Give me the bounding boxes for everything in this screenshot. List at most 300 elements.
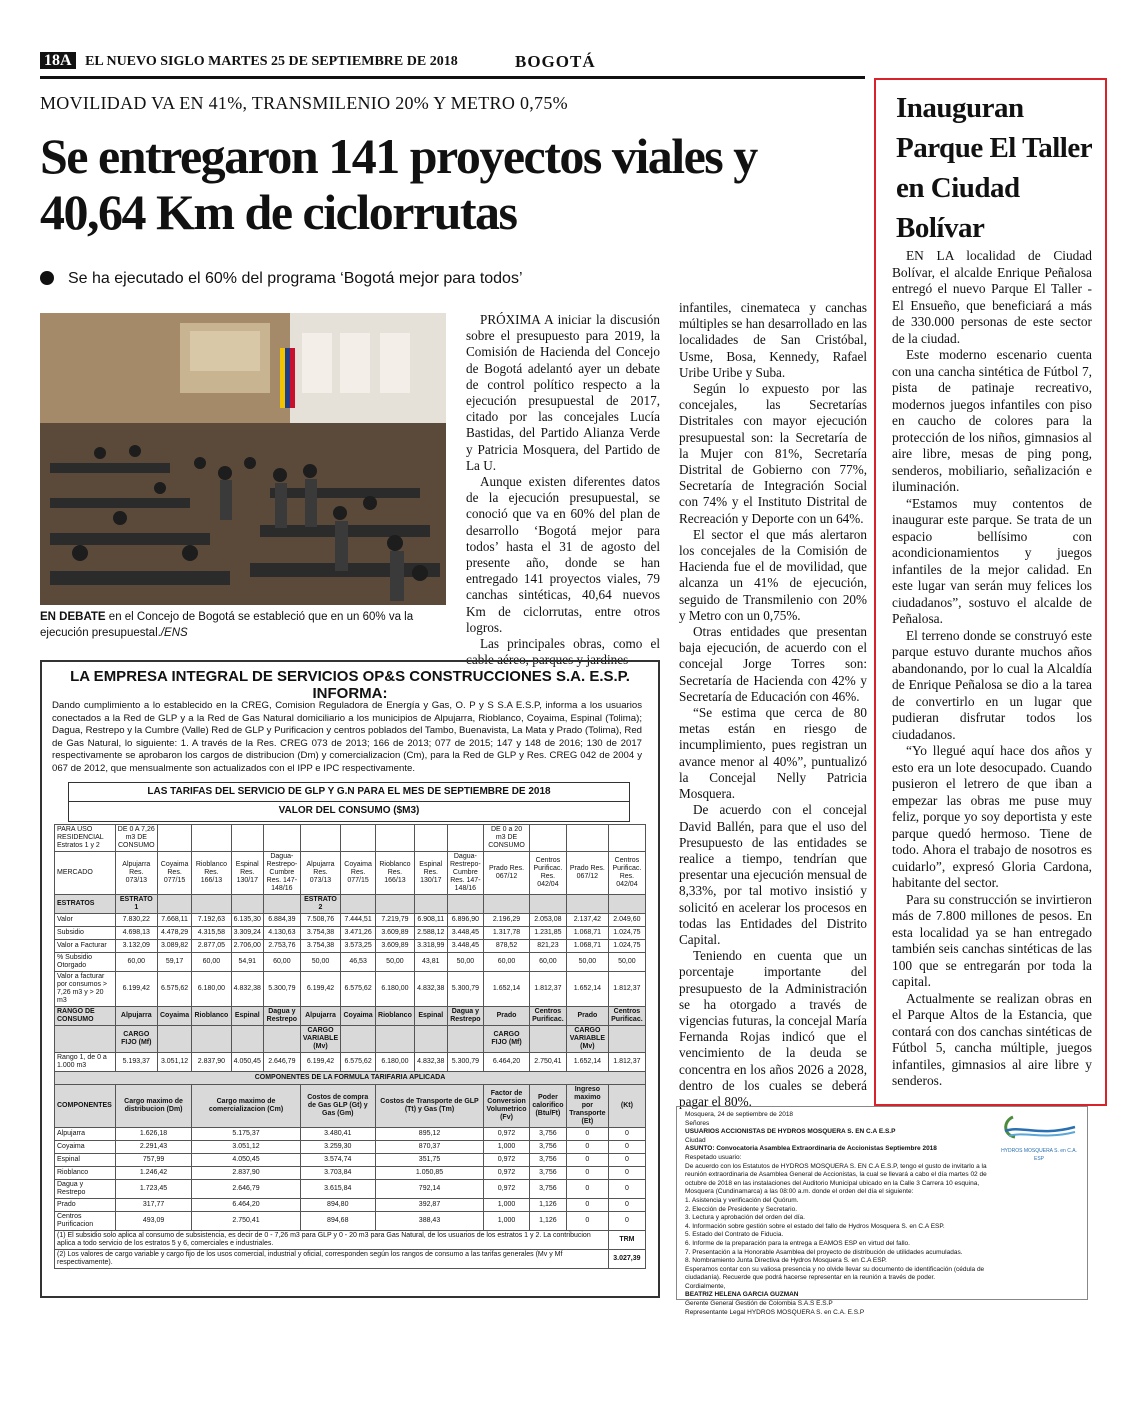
table-cell: 4.130,63	[264, 927, 301, 940]
table-cell: Cargo maximo de comercializacion (Cm)	[192, 1085, 300, 1128]
table-cell: 4.832,38	[415, 972, 448, 1007]
table-cell: 0	[608, 1128, 645, 1141]
table-row	[55, 1250, 646, 1269]
table-cell: 895,12	[375, 1128, 483, 1141]
tariff-band-title: LAS TARIFAS DEL SERVICIO DE GLP Y G.N PARA EL MES DE SEPTIEMBRE DE 2018	[69, 783, 629, 802]
table-cell: 6.199,42	[115, 972, 157, 1007]
table-cell: 2.753,76	[264, 940, 301, 953]
components-title: COMPONENTES DE LA FORMULA TARIFARIA APLICADA	[55, 1072, 646, 1085]
table-cell: 1.246,42	[115, 1167, 192, 1180]
paragraph: El sector el que más alertaron los concejales de la Comisión de Hacienda fue el de movilidad, que alcanza un 41% de ejecución, seguido de Transmilenio con 20% y Metro con un 0,75%.	[679, 526, 867, 623]
notice-date: Mosquera, 24 de septiembre de 2018	[685, 1111, 794, 1118]
table-cell: Coyaima	[55, 1141, 116, 1154]
table-cell: 3.609,89	[375, 940, 414, 953]
table-cell: Costos de Transporte de GLP (Tt) y Gas (Tm)	[375, 1085, 483, 1128]
table-cell: 50,00	[566, 953, 608, 972]
table-cell: Coyaima	[157, 1007, 192, 1026]
notice-greeting: Respetado usuario:	[685, 1153, 742, 1161]
table-cell: Prado Res. 067/12	[484, 852, 530, 895]
table-cell: 2.837,90	[192, 1167, 300, 1180]
table-cell: 1.652,14	[484, 972, 530, 1007]
table-cell: 3,756	[529, 1128, 566, 1141]
table-cell: 6.180,00	[375, 1053, 414, 1072]
table-cell: 54,91	[231, 953, 264, 972]
agenda-item: 7. Presentación a la Honorable Asamblea del proyecto de distribución de utilidades acumuladas.	[685, 1248, 963, 1256]
table-cell: 0	[566, 1141, 608, 1154]
table-cell: 1.812,37	[608, 1053, 645, 1072]
table-cell: 5.300,79	[447, 972, 484, 1007]
photo-caption: EN DEBATE en el Concejo de Bogotá se estableció que en un 60% va la ejecución presupuestal./ENS	[40, 611, 414, 639]
table-cell: 6.884,39	[264, 914, 301, 927]
table-cell: 60,00	[484, 953, 530, 972]
table-cell	[484, 895, 530, 914]
agenda-item: 3. Lectura y aprobación del orden del día.	[685, 1214, 805, 1222]
table-row	[55, 1007, 646, 1026]
table-cell: 392,87	[375, 1199, 483, 1212]
table-cell: Poder calorifico (Btu/Ft)	[529, 1085, 566, 1128]
agenda-item: 5. Estado del Contrato de Fiducia.	[685, 1231, 784, 1239]
table-cell: Coyaima Res. 077/15	[157, 852, 192, 895]
table-cell: 3.574,74	[300, 1154, 375, 1167]
table-cell: 7.444,51	[341, 914, 376, 927]
agenda-item: 2. Elección de Presidente y Secretario.	[685, 1205, 798, 1213]
table-cell: Alpujarra	[55, 1128, 116, 1141]
table-cell: 0	[566, 1199, 608, 1212]
table-cell: Espinal Res. 130/17	[415, 852, 448, 895]
section-title: BOGOTÁ	[515, 52, 596, 71]
table-cell: Centros Purificac.	[608, 1007, 645, 1026]
table-cell	[415, 1026, 448, 1053]
table-cell: 3.615,84	[300, 1180, 375, 1199]
table-cell: 4.698,13	[115, 927, 157, 940]
table-row	[55, 940, 646, 953]
row-header-cell: Valor a Facturar	[55, 940, 116, 953]
table-cell: 5.193,37	[115, 1053, 157, 1072]
row-header-cell: MERCADO	[55, 852, 116, 895]
table-cell: 1.812,37	[608, 972, 645, 1007]
table-cell: 4.478,29	[157, 927, 192, 940]
table-cell: Coyaima	[341, 1007, 376, 1026]
table-cell	[157, 825, 192, 852]
row-header-cell	[55, 1026, 116, 1053]
table-cell: 3.609,89	[375, 927, 414, 940]
photo-illustration	[40, 313, 446, 605]
table-cell: DE 0 a 20 m3 DE CONSUMO	[484, 825, 530, 852]
article-headline: Se entregaron 141 proyectos viales y 40,64 Km de ciclorrutas	[40, 128, 757, 240]
table-cell: 3,756	[529, 1141, 566, 1154]
table-cell: (Kt)	[608, 1085, 645, 1128]
table-cell: 2.706,00	[231, 940, 264, 953]
table-cell: 59,17	[157, 953, 192, 972]
table-cell: 1,000	[484, 1212, 530, 1231]
table-cell	[231, 825, 264, 852]
table-cell: 46,53	[341, 953, 376, 972]
table-cell: 7.192,63	[192, 914, 231, 927]
table-cell: 1,000	[484, 1199, 530, 1212]
page-number: 18A	[40, 52, 76, 69]
table-row	[55, 825, 646, 852]
article-kicker: MOVILIDAD VA EN 41%, TRANSMILENIO 20% Y METRO 0,75%	[40, 93, 568, 113]
agenda-item: 1. Asistencia y verificación del Quórum.	[685, 1196, 799, 1204]
masthead	[40, 50, 865, 79]
table-cell: 43,81	[415, 953, 448, 972]
table-cell: CARGO FIJO (Mf)	[115, 1026, 157, 1053]
table-cell: 1.652,14	[566, 1053, 608, 1072]
council-chamber-photo	[40, 313, 446, 605]
table-cell: 3.051,12	[157, 1053, 192, 1072]
table-cell: 50,00	[447, 953, 484, 972]
table-cell: 493,09	[115, 1212, 192, 1231]
table-cell: 3.259,30	[300, 1141, 375, 1154]
table-cell: Centros Purificac.	[529, 1007, 566, 1026]
bullet-icon	[40, 271, 54, 285]
table-cell	[608, 895, 645, 914]
footnote-2: (2) Los valores de cargo variable y cargo fijo de los usos comercial, industrial y oficial, corresponden según los rangos de consumo a las tarifas generales (Mv y Mf respectivamente).	[55, 1250, 609, 1269]
table-cell	[415, 895, 448, 914]
paragraph: “Yo llegué aquí hace dos años y esto era un lote desocupado. Cuando pusieron el letrero de que iban a empezar las obras me puse muy feliz, porque yo soy deportista y este parque quedó hermoso. Tiene de todo. Ahora el trabajo de nosotros es cuidarlo”, expresó Gloria Cardona, habitante del sector.	[892, 743, 1092, 890]
table-cell: 388,43	[375, 1212, 483, 1231]
table-cell: 1.723,45	[115, 1180, 192, 1199]
paragraph: Para su construcción se invirtieron más de 7.800 millones de pesos. En esta localidad ya se han entregado también seis canchas sintéticas de las 100 que se entregarán por toda la capital.	[892, 891, 1092, 989]
table-cell: 7.219,79	[375, 914, 414, 927]
table-cell: DE 0 A 7,26 m3 DE CONSUMO	[115, 825, 157, 852]
table-cell: 1.652,14	[566, 972, 608, 1007]
table-cell: 2.588,12	[415, 927, 448, 940]
table-cell: 1,000	[484, 1141, 530, 1154]
table-cell: 3.318,99	[415, 940, 448, 953]
table-row	[55, 914, 646, 927]
table-cell: 0	[566, 1167, 608, 1180]
table-cell: 3.703,84	[300, 1167, 375, 1180]
table-cell: ESTRATO 1	[115, 895, 157, 914]
table-cell: 1.024,75	[608, 940, 645, 953]
sidebar-story	[874, 78, 1107, 1106]
table-cell: Rioblanco	[375, 1007, 414, 1026]
tariff-band-subtitle: VALOR DEL CONSUMO ($M3)	[278, 805, 420, 816]
table-row	[55, 1212, 646, 1231]
table-cell	[447, 895, 484, 914]
table-cell: Prado	[566, 1007, 608, 1026]
table-cell: 792,14	[375, 1180, 483, 1199]
table-cell: 0	[566, 1180, 608, 1199]
hydros-logo	[999, 1113, 1079, 1163]
agenda-item: 8. Nombramiento Junta Directiva de Hydros Mosquera S. en C.A ESP.	[685, 1257, 887, 1265]
notice-signer: BEATRIZ HELENA GARCIA GUZMAN	[685, 1291, 799, 1299]
table-cell: 0,972	[484, 1180, 530, 1199]
table-cell: 3.480,41	[300, 1128, 375, 1141]
paragraph: Este moderno escenario cuenta con una cancha sintética de Fútbol 7, pista de patinaje recreativo, modernos juegos infantiles con piso en caucho de colores para la protección de los niños, gimnasios al aire libre, mesas de ping pong, senderos, mobiliario, señalización e iluminación.	[892, 347, 1092, 494]
shareholders-notice	[676, 1106, 1088, 1316]
table-cell: Centros Purificac. Res. 042/04	[608, 852, 645, 895]
table-cell	[529, 895, 566, 914]
table-cell: 3.132,09	[115, 940, 157, 953]
table-cell	[415, 825, 448, 852]
table-cell: 6.199,42	[300, 972, 341, 1007]
table-cell: Alpujarra Res. 073/13	[115, 852, 157, 895]
table-row	[55, 927, 646, 940]
table-cell: ESTRATO 2	[300, 895, 341, 914]
table-cell: 2.049,60	[608, 914, 645, 927]
table-cell: 3.309,24	[231, 927, 264, 940]
table-cell: Espinal	[231, 1007, 264, 1026]
table-row	[55, 1167, 646, 1180]
table-cell: 3.573,25	[341, 940, 376, 953]
table-cell: 0,972	[484, 1128, 530, 1141]
table-cell: 0,972	[484, 1154, 530, 1167]
table-cell: 1.024,75	[608, 927, 645, 940]
table-cell: Coyaima Res. 077/15	[341, 852, 376, 895]
table-cell: 60,00	[192, 953, 231, 972]
table-cell: Costos de compra de Gas GLP (Gt) y Gas (Gm)	[300, 1085, 375, 1128]
tariff-band	[68, 782, 630, 822]
notice-signer-rep: Representante Legal HYDROS MOSQUERA S. en C.A. E.S.P	[685, 1308, 865, 1316]
table-cell	[231, 1026, 264, 1053]
table-cell: 60,00	[264, 953, 301, 972]
table-row	[55, 1154, 646, 1167]
table-cell: 0	[566, 1154, 608, 1167]
table-cell: 6.575,62	[341, 972, 376, 1007]
row-header-cell: Rango 1, de 0 a 1.000 m3	[55, 1053, 116, 1072]
trm-label: TRM	[608, 1231, 645, 1250]
notice-signer-role: Gerente General Gestión de Colombia S.A.S E.S.P	[685, 1300, 833, 1308]
table-cell	[375, 1026, 414, 1053]
tariff-advertisement	[40, 660, 660, 1298]
table-cell: 60,00	[115, 953, 157, 972]
logo-text: HYDROS MOSQUERA S. en C.A. ESP	[1001, 1147, 1077, 1163]
table-cell: 5.175,37	[192, 1128, 300, 1141]
table-cell: 3.448,45	[447, 927, 484, 940]
table-cell: 6.464,20	[192, 1199, 300, 1212]
article-column-2	[679, 300, 867, 1109]
table-cell	[192, 825, 231, 852]
row-header-cell: PARA USO RESIDENCIAL Estratos 1 y 2	[55, 825, 116, 852]
table-cell	[566, 825, 608, 852]
table-cell: CARGO FIJO (Mf)	[484, 1026, 530, 1053]
table-cell: Dagua-Restrepo-Cumbre Res. 147-148/16	[264, 852, 301, 895]
table-cell	[375, 825, 414, 852]
table-cell: 60,00	[529, 953, 566, 972]
table-cell: 6.575,62	[157, 972, 192, 1007]
table-cell	[192, 1026, 231, 1053]
table-cell	[341, 1026, 376, 1053]
table-cell: 4.050,45	[192, 1154, 300, 1167]
table-cell: 6.180,00	[375, 972, 414, 1007]
row-header-cell: Valor	[55, 914, 116, 927]
notice-city: Ciudad	[685, 1136, 706, 1144]
table-cell: 878,52	[484, 940, 530, 953]
table-row	[55, 1072, 646, 1085]
table-cell: Centros Purificac. Res. 042/04	[529, 852, 566, 895]
table-cell: Alpujarra Res. 073/13	[300, 852, 341, 895]
paragraph: Según lo expuesto por las concejales, las Secretarías Distritales con mayor ejecución presupuestal son: la Secretaría de la Mujer con 81%, Secretaría Distrital de Gobierno con 77%, Secretaría de Integración Social con 74% y el Instituto Distrital de Recreación y Deporte con un 64%.	[679, 381, 867, 526]
table-cell	[300, 825, 341, 852]
table-cell: 1.068,71	[566, 940, 608, 953]
table-cell	[157, 895, 192, 914]
table-cell: 4.315,58	[192, 927, 231, 940]
table-cell: 317,77	[115, 1199, 192, 1212]
row-header-cell: Subsidio	[55, 927, 116, 940]
table-cell: Rioblanco Res. 166/13	[192, 852, 231, 895]
hydros-logo-icon	[999, 1113, 1079, 1143]
ad-title: LA EMPRESA INTEGRAL DE SERVICIOS OP&S CONSTRUCCIONES S.A. E.S.P. INFORMA:	[70, 668, 630, 702]
table-cell: 5.300,79	[264, 972, 301, 1007]
table-cell: 821,23	[529, 940, 566, 953]
table-cell: 3.754,38	[300, 940, 341, 953]
table-cell: 2.137,42	[566, 914, 608, 927]
table-cell: Dagua y Restrepo	[447, 1007, 484, 1026]
table-cell	[529, 1026, 566, 1053]
table-cell: 6.199,42	[300, 1053, 341, 1072]
table-cell: 1.626,18	[115, 1128, 192, 1141]
table-cell: Dagua y Restrepo	[55, 1180, 116, 1199]
table-cell: 2.837,90	[192, 1053, 231, 1072]
table-cell: Ingreso maximo por Transporte (Et)	[566, 1085, 608, 1128]
sidebar-title: Inauguran Parque El Taller en Ciudad Bolívar	[896, 92, 1092, 244]
table-row	[55, 953, 646, 972]
table-cell	[157, 1026, 192, 1053]
table-cell: 6.896,90	[447, 914, 484, 927]
table-cell: Factor de Conversion Volumetrico (Fv)	[484, 1085, 530, 1128]
table-cell: 2.750,41	[529, 1053, 566, 1072]
trm-value: 3.027,39	[608, 1250, 645, 1269]
paragraph: Las principales obras, como el cable aéreo, parques y jardines	[466, 636, 660, 668]
table-cell: Espinal	[415, 1007, 448, 1026]
notice-recipient: USUARIOS ACCIONISTAS DE HYDROS MOSQUERA S. EN C.A E.S.P	[685, 1128, 896, 1136]
row-header-cell: Valor a facturar por consumos > 7,26 m3 y > 20 m3	[55, 972, 116, 1007]
table-cell: 2.053,08	[529, 914, 566, 927]
notice-subject: ASUNTO: Convocatoria Asamblea Extraordinaria de Accionistas Septiembre 2018	[685, 1145, 937, 1153]
table-cell: 3,756	[529, 1167, 566, 1180]
table-cell: Rioblanco	[55, 1167, 116, 1180]
table-cell: 0	[608, 1180, 645, 1199]
table-cell: Dagua y Restrepo	[264, 1007, 301, 1026]
table-cell: 4.832,38	[231, 972, 264, 1007]
table-cell: 3.448,45	[447, 940, 484, 953]
table-cell	[375, 895, 414, 914]
table-cell	[447, 1026, 484, 1053]
table-cell: 6.908,11	[415, 914, 448, 927]
table-cell: 870,37	[375, 1141, 483, 1154]
table-cell: 894,80	[300, 1199, 375, 1212]
ad-body: Dando cumplimiento a lo establecido en la CREG, Comision Reguladora de Energía y Gas, O. P y S S.A E.S.P, informa a los usuarios conectados a la Red de GLP y a la Red de Gas Natural domiciliario a los municipios de Alpujarra, Rioblanco, Coyaima, Espinal (Tolima); Dagua, Restrepo y la Cumbre (Valle) Red de GLP y Purificacion y centros poblados del Tambo, Buenavista, La Mata y Prado (Tolima), Red de Gas Natural, lo siguiente: 1. A través de la Res. CREG 073 de 2013; 166 de 2013; 077 de 2015; 147 y 148 de 2016; 130 de 2017 respectivamente se aprobaron los cargos de distribucion (Dm) y comercializacion (Cm), para la Red de GLP y Res. CREG 042 de 2004 y 067 de 2012, que mensualmente son actualizados con el IPP e IPC respectivamente.	[52, 700, 642, 774]
table-cell: Prado Res. 067/12	[566, 852, 608, 895]
table-cell	[264, 825, 301, 852]
table-cell: 3,756	[529, 1180, 566, 1199]
table-row	[55, 972, 646, 1007]
table-row	[55, 1180, 646, 1199]
paragraph: EN LA localidad de Ciudad Bolívar, el alcalde Enrique Peñalosa entregó el nuevo Parque El Taller - El Ensueño, que beneficiará a más de 330.000 personas de este sector de la ciudad.	[892, 248, 1092, 346]
table-cell: Alpujarra	[300, 1007, 341, 1026]
table-cell: 1,126	[529, 1199, 566, 1212]
table-cell: 2.646,79	[264, 1053, 301, 1072]
table-cell	[341, 825, 376, 852]
table-cell: CARGO VARIABLE (Mv)	[566, 1026, 608, 1053]
paragraph: Aunque existen diferentes datos de la ejecución presupuestal, se conoció que va en 60% del plan de desarrollo ‘Bogotá mejor para todos’ hasta el 31 de agosto del presente año, donde se han entregado 141 proyectos viales, 79 canchas sintéticas, 40,64 nuevos Km de ciclorrutas, entre otros logros.	[466, 474, 660, 635]
table-cell: Rioblanco	[192, 1007, 231, 1026]
table-cell: Espinal	[55, 1154, 116, 1167]
table-cell: 1.068,71	[566, 927, 608, 940]
paragraph: Actualmente se realizan obras en el Parque Altos de la Estancia, que contará con dos canchas sintéticas de Fútbol 5, cancha múltiple, juegos infantiles, gimnasios al aire libre y senderos.	[892, 990, 1092, 1088]
table-cell: 2.646,79	[192, 1180, 300, 1199]
table-cell	[192, 895, 231, 914]
notice-body: De acuerdo con los Estatutos de HYDROS MOSQUERA S. EN C.A E.S.P, tengo el gusto de invitarlo a la reunión extraordinaria de Asamblea General de Accionistas, la cual se llevará a cabo el día martes 02 de octubre de 2018 en las instalaciones del Auditorio Municipal ubicado en la Calle 3 Carrera 10 esquina, Mosquera (Cundinamarca) a las 08:00 a.m. donde el orden del día el siguiente:	[685, 1162, 987, 1196]
table-cell: CARGO VARIABLE (Mv)	[300, 1026, 341, 1053]
paragraph: “Estamos muy contentos de inaugurar este parque. Se trata de un espacio bellísimo con acondicionamientos y juegos infantiles de la mejor calidad. En este lugar van serán muy felices los ciudadanos”, sostuvo el alcalde de Peñalosa.	[892, 495, 1092, 626]
table-cell: 1.812,37	[529, 972, 566, 1007]
table-cell	[529, 825, 566, 852]
table-row	[55, 1053, 646, 1072]
table-cell: 351,75	[375, 1154, 483, 1167]
article-subhead: Se ha ejecutado el 60% del programa ‘Bogotá mejor para todos’	[40, 270, 523, 288]
table-cell: 2.291,43	[115, 1141, 192, 1154]
table-cell: 0	[608, 1141, 645, 1154]
table-cell: 0	[608, 1154, 645, 1167]
table-cell: 3.754,38	[300, 927, 341, 940]
notice-agenda	[685, 1197, 997, 1266]
row-header-cell: RANGO DE CONSUMO	[55, 1007, 116, 1026]
table-cell: 2.877,05	[192, 940, 231, 953]
table-row	[55, 1141, 646, 1154]
table-cell	[608, 1026, 645, 1053]
table-cell: 7.830,22	[115, 914, 157, 927]
masthead-info: EL NUEVO SIGLO MARTES 25 DE SEPTIEMBRE DE 2018	[85, 54, 458, 69]
table-cell: 4.050,45	[231, 1053, 264, 1072]
notice-closing: Esperamos contar con su valiosa presencia y no olvide llevar su documento de identificación (cédula de ciudadanía). Recuerde que podrá hacerse representar en la reunión a través de poder.	[685, 1265, 985, 1282]
table-cell: Centros Purificacion	[55, 1212, 116, 1231]
table-cell: 3.051,12	[192, 1141, 300, 1154]
table-cell: 50,00	[375, 953, 414, 972]
table-row	[55, 1128, 646, 1141]
table-cell: 757,99	[115, 1154, 192, 1167]
paragraph: Teniendo en cuenta que un porcentaje importante del presupuesto de la Administración se ha otorgado a través de vigencias futuras, la concejal María Fernanda Rojas indicó que el vencimiento de la deuda se concentra en los años 2026 a 2028, dentro de los cuales se deberá pagar el 80%.	[679, 948, 867, 1109]
table-cell: 2.196,29	[484, 914, 530, 927]
table-cell: 7.508,76	[300, 914, 341, 927]
table-cell: 894,68	[300, 1212, 375, 1231]
table-cell: 6.180,00	[192, 972, 231, 1007]
agenda-item: 4. Información sobre gestión sobre el estado del fallo de Hydros Mosquera S. en C.A ESP.	[685, 1222, 945, 1230]
table-cell	[608, 825, 645, 852]
table-cell: 6.464,20	[484, 1053, 530, 1072]
table-cell: 2.750,41	[192, 1212, 300, 1231]
table-cell	[231, 895, 264, 914]
table-cell: Espinal Res. 130/17	[231, 852, 264, 895]
table-cell: 0	[566, 1128, 608, 1141]
table-cell: 6.575,62	[341, 1053, 376, 1072]
paragraph: Otras entidades que presentan baja ejecución, de acuerdo con el concejal Jorge Torres son: Secretaría de Hacienda con 42% y Secretaría de Educación con 46%.	[679, 624, 867, 704]
table-cell: Prado	[484, 1007, 530, 1026]
tariff-table	[54, 824, 646, 1269]
table-cell: 0,972	[484, 1167, 530, 1180]
table-row	[55, 1231, 646, 1250]
row-header-cell: % Subsidio Otorgado	[55, 953, 116, 972]
table-cell: 0	[566, 1212, 608, 1231]
paragraph: infantiles, cinemateca y canchas múltiples se han desarrollado en las localidades de San Cristóbal, Usme, Bosa, Kennedy, Rafael Uribe Uribe y Suba.	[679, 300, 867, 380]
table-row	[55, 852, 646, 895]
table-cell: 1,126	[529, 1212, 566, 1231]
table-cell: 6.135,30	[231, 914, 264, 927]
table-cell: 3,756	[529, 1154, 566, 1167]
table-cell: Rioblanco Res. 166/13	[375, 852, 414, 895]
notice-to: Señores	[685, 1119, 710, 1127]
row-header-cell: ESTRATOS	[55, 895, 116, 914]
table-cell	[447, 825, 484, 852]
table-cell: 5.300,79	[447, 1053, 484, 1072]
table-cell: 1.050,85	[375, 1167, 483, 1180]
paragraph: De acuerdo con el concejal David Ballén, para que el uso del Presupuesto de las entidades se realice a tiempo, tendrían que presentar una ejecución mensual de 8,33%, por tal motivo insistió y solicitó en acelerar los procesos en todas las Entidades del Distrito Capital.	[679, 802, 867, 947]
table-cell: Prado	[55, 1199, 116, 1212]
table-row	[55, 1085, 646, 1128]
table-cell: 7.668,11	[157, 914, 192, 927]
